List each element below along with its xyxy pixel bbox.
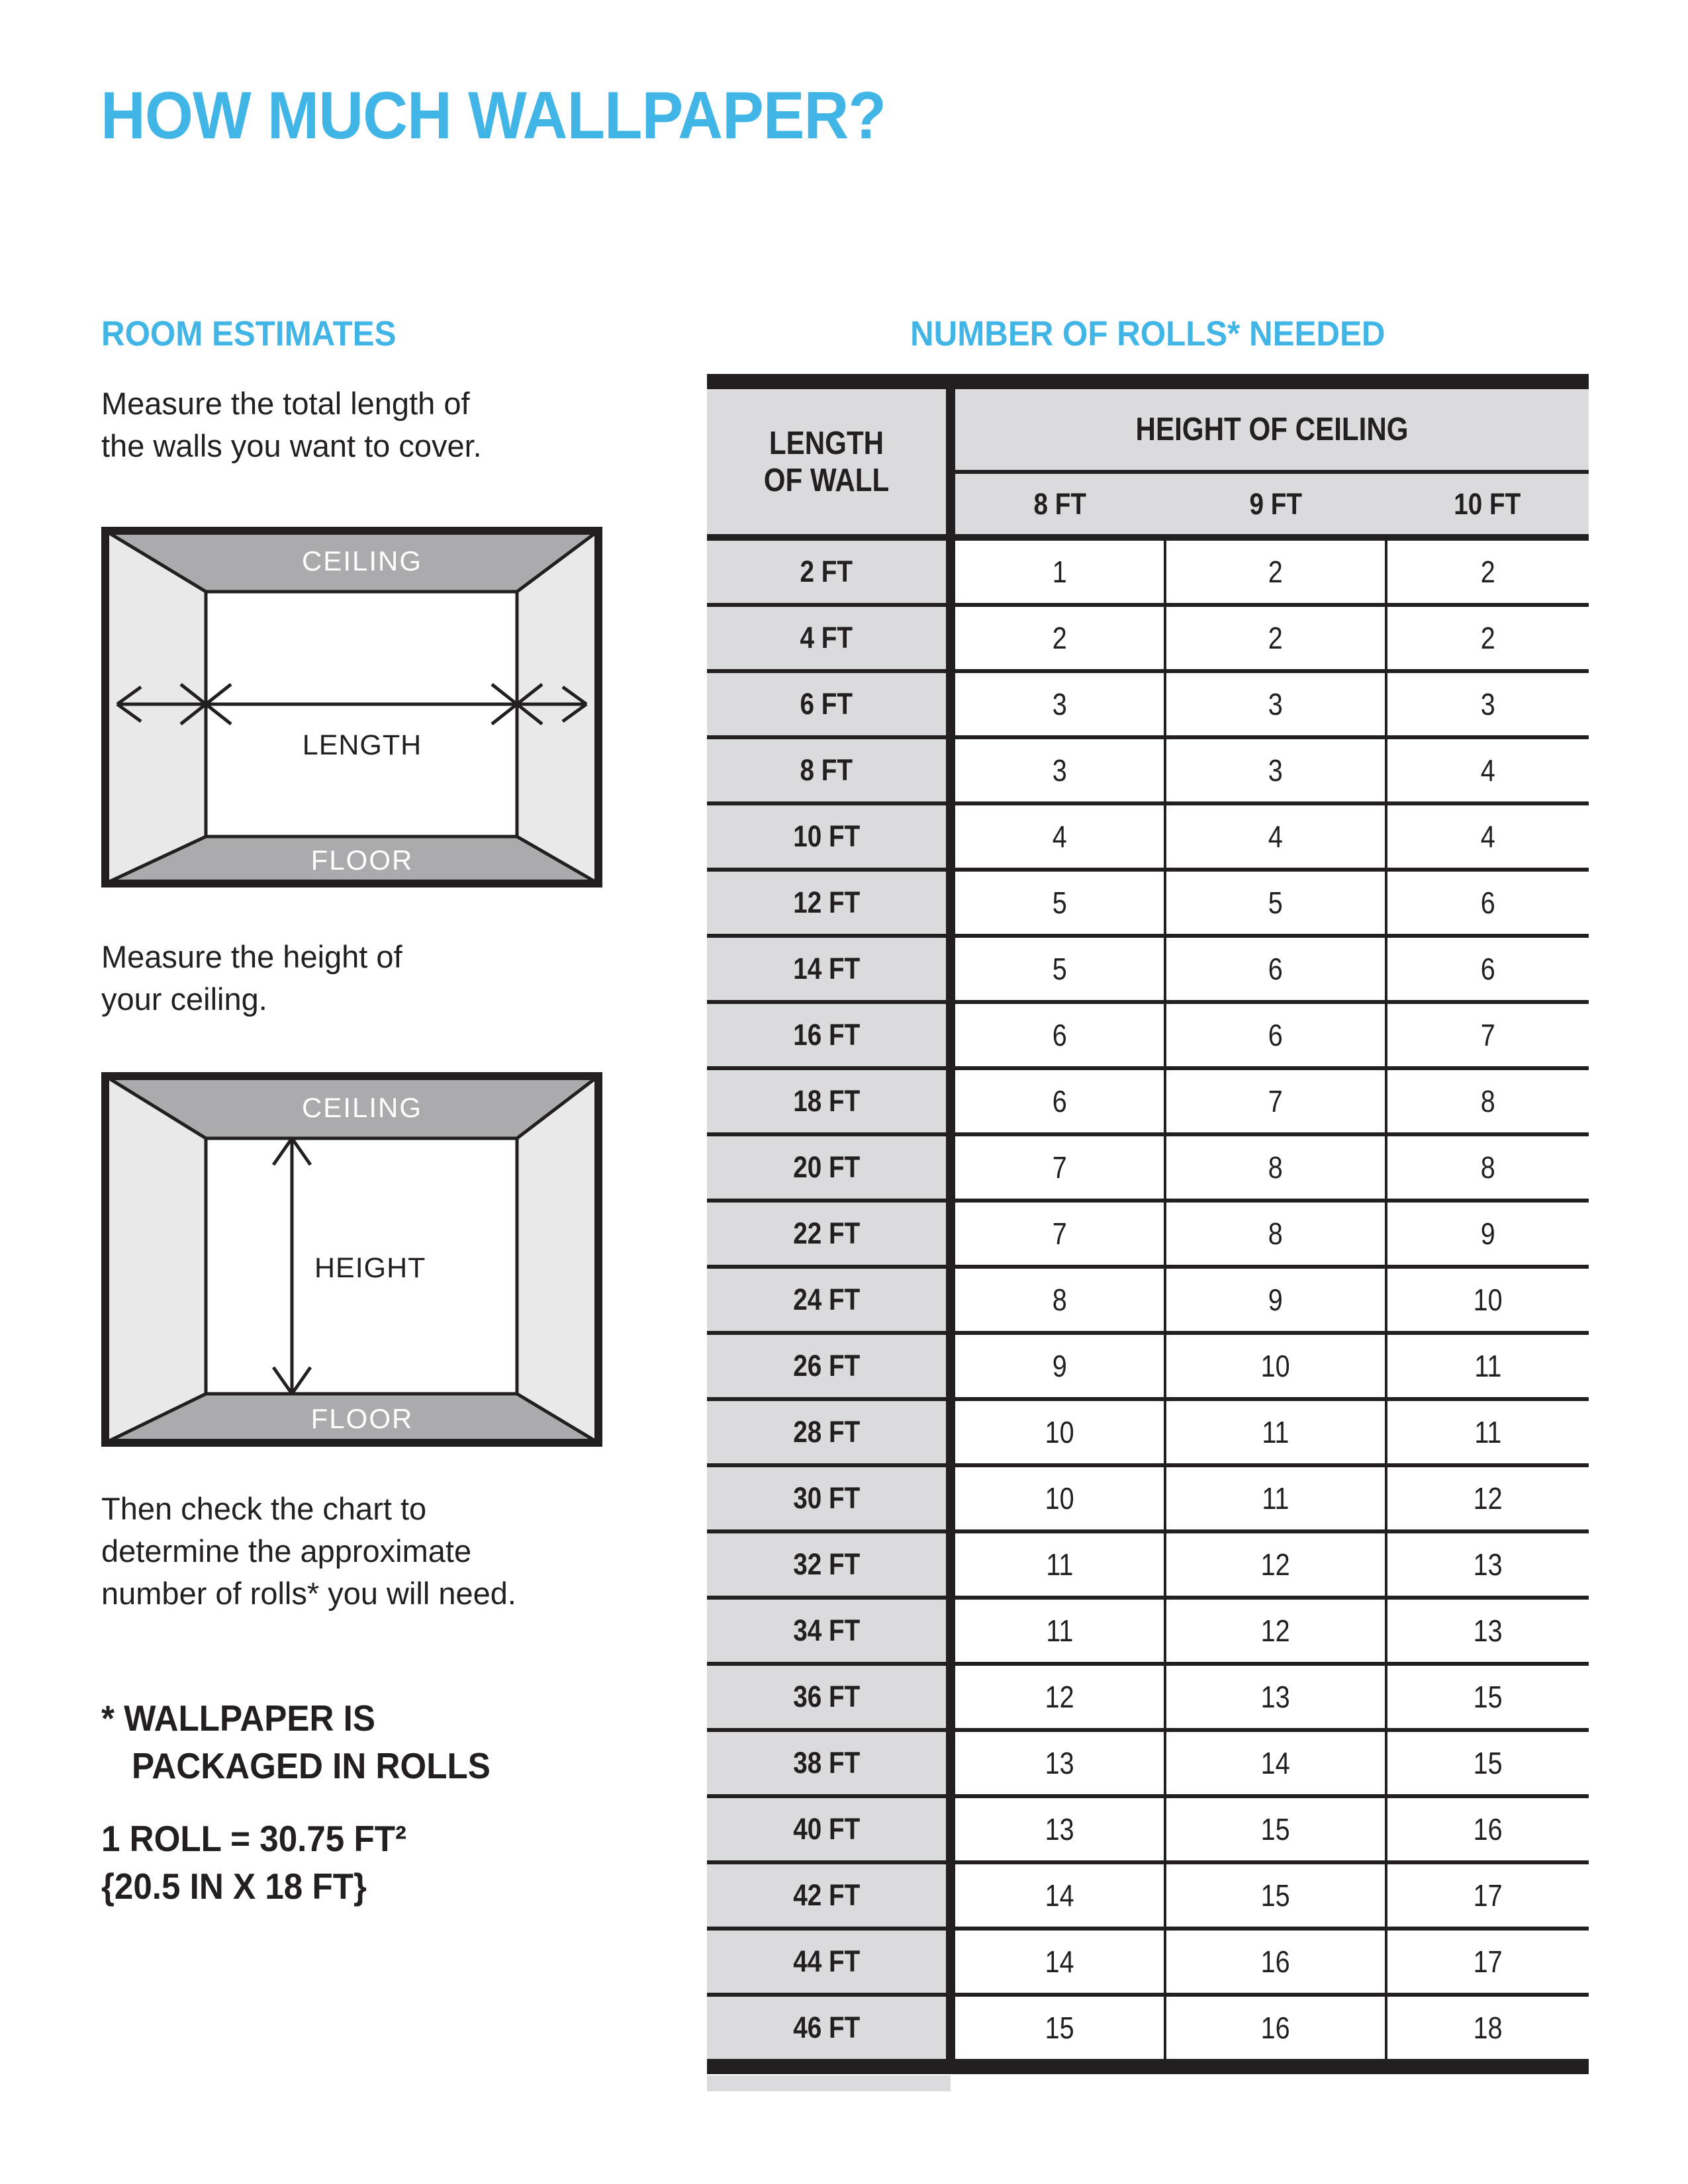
value-cell: 15	[1386, 1730, 1589, 1796]
value-cell: 12	[1165, 1598, 1386, 1664]
col-header-8ft: 8 FT	[951, 472, 1165, 537]
text-line: * WALLPAPER IS	[101, 1698, 375, 1739]
right-wall-surface	[517, 531, 598, 884]
value-cell: 5	[951, 936, 1165, 1002]
text-line: Measure the total length of	[101, 386, 470, 421]
table-row	[707, 1134, 1589, 1201]
row-label-cell: 44 FT	[707, 1929, 951, 1995]
table-row	[707, 1664, 1589, 1730]
paragraph-measure-height	[101, 936, 402, 1021]
value-cell: 18	[1386, 1995, 1589, 2067]
text-line: Then check the chart to	[101, 1491, 427, 1526]
value-cell: 6	[951, 1002, 1165, 1068]
table-row	[707, 671, 1589, 737]
row-label-cell: 34 FT	[707, 1598, 951, 1664]
text-line: Measure the height of	[101, 939, 402, 974]
page-title: HOW MUCH WALLPAPER?	[101, 79, 886, 153]
rolls-table-body	[707, 537, 1589, 2067]
value-cell: 2	[1386, 537, 1589, 605]
value-cell: 4	[1165, 803, 1386, 870]
row-label-cell: 32 FT	[707, 1531, 951, 1598]
row-label-cell: 28 FT	[707, 1399, 951, 1465]
value-cell: 11	[951, 1598, 1165, 1664]
text-line: the walls you want to cover.	[101, 428, 482, 463]
value-cell: 3	[1165, 671, 1386, 737]
value-cell: 17	[1386, 1929, 1589, 1995]
value-cell: 9	[1386, 1201, 1589, 1267]
row-label-cell: 40 FT	[707, 1796, 951, 1862]
value-cell: 6	[1165, 1002, 1386, 1068]
value-cell: 8	[1165, 1201, 1386, 1267]
value-cell: 5	[1165, 870, 1386, 936]
value-cell: 7	[1165, 1068, 1386, 1134]
value-cell: 7	[1386, 1002, 1589, 1068]
value-cell: 13	[1386, 1531, 1589, 1598]
value-cell: 13	[1386, 1598, 1589, 1664]
text-line: 1 ROLL = 30.75 FT²	[101, 1818, 406, 1859]
value-cell: 3	[1165, 737, 1386, 803]
row-label-cell: 8 FT	[707, 737, 951, 803]
value-cell: 7	[951, 1134, 1165, 1201]
value-cell: 3	[1386, 671, 1589, 737]
value-cell: 5	[951, 870, 1165, 936]
row-label-cell: 30 FT	[707, 1465, 951, 1531]
text-line: number of rolls* you will need.	[101, 1576, 516, 1611]
right-wall-surface	[517, 1076, 598, 1443]
value-cell: 10	[1165, 1333, 1386, 1399]
table-row	[707, 737, 1589, 803]
text-line: {20.5 IN X 18 FT}	[101, 1866, 367, 1907]
back-wall-surface	[206, 592, 517, 837]
value-cell: 16	[1165, 1929, 1386, 1995]
table-row	[707, 605, 1589, 671]
table-col-header-length-of-wall: LENGTH OF WALL	[707, 382, 951, 538]
row-label-cell: 42 FT	[707, 1862, 951, 1929]
value-cell: 10	[951, 1465, 1165, 1531]
value-cell: 12	[1165, 1531, 1386, 1598]
table-row	[707, 1796, 1589, 1862]
table-row	[707, 1598, 1589, 1664]
value-cell: 11	[1386, 1399, 1589, 1465]
table-footer-gray-tab	[707, 2075, 951, 2091]
row-label-cell: 16 FT	[707, 1002, 951, 1068]
table-heading-number-of-rolls: NUMBER OF ROLLS* NEEDED	[910, 314, 1385, 353]
length-label: LENGTH	[302, 729, 422, 761]
value-cell: 9	[951, 1333, 1165, 1399]
value-cell: 3	[951, 737, 1165, 803]
value-cell: 4	[951, 803, 1165, 870]
value-cell: 12	[1386, 1465, 1589, 1531]
value-cell: 1	[951, 537, 1165, 605]
table-row	[707, 1267, 1589, 1333]
table-row	[707, 537, 1589, 605]
row-label-cell: 2 FT	[707, 537, 951, 605]
table-row	[707, 1333, 1589, 1399]
ceiling-label: CEILING	[301, 545, 423, 576]
col-header-10ft: 10 FT	[1386, 472, 1589, 537]
table-row	[707, 1399, 1589, 1465]
value-cell: 11	[1165, 1399, 1386, 1465]
note-roll-size	[101, 1815, 430, 1910]
value-cell: 10	[951, 1399, 1165, 1465]
paragraph-measure-length	[101, 383, 482, 467]
room-height-diagram	[101, 1072, 602, 1447]
floor-label: FLOOR	[310, 844, 414, 876]
table-row	[707, 1068, 1589, 1134]
value-cell: 4	[1386, 737, 1589, 803]
row-label-cell: 36 FT	[707, 1664, 951, 1730]
rolls-table-container	[707, 374, 1589, 2074]
value-cell: 14	[1165, 1730, 1386, 1796]
value-cell: 15	[1165, 1796, 1386, 1862]
value-cell: 11	[951, 1531, 1165, 1598]
value-cell: 17	[1386, 1862, 1589, 1929]
row-label-cell: 6 FT	[707, 671, 951, 737]
table-row	[707, 803, 1589, 870]
table-row	[707, 1995, 1589, 2067]
value-cell: 15	[1165, 1862, 1386, 1929]
row-label-cell: 20 FT	[707, 1134, 951, 1201]
text-line: determine the approximate	[101, 1533, 472, 1569]
value-cell: 14	[951, 1929, 1165, 1995]
row-label-cell: 14 FT	[707, 936, 951, 1002]
section-heading-room-estimates: ROOM ESTIMATES	[101, 314, 397, 353]
table-row	[707, 870, 1589, 936]
value-cell: 3	[951, 671, 1165, 737]
value-cell: 9	[1165, 1267, 1386, 1333]
value-cell: 15	[1386, 1664, 1589, 1730]
value-cell: 8	[1165, 1134, 1386, 1201]
row-label-cell: 12 FT	[707, 870, 951, 936]
value-cell: 12	[951, 1664, 1165, 1730]
table-row	[707, 1730, 1589, 1796]
note-wallpaper-packaged	[101, 1694, 518, 1790]
text-line: PACKAGED IN ROLLS	[132, 1745, 491, 1786]
row-label-cell: 24 FT	[707, 1267, 951, 1333]
row-label-cell: 38 FT	[707, 1730, 951, 1796]
value-cell: 2	[1386, 605, 1589, 671]
value-cell: 10	[1386, 1267, 1589, 1333]
table-row	[707, 1929, 1589, 1995]
value-cell: 2	[1165, 537, 1386, 605]
value-cell: 8	[1386, 1068, 1589, 1134]
value-cell: 8	[951, 1267, 1165, 1333]
row-label-cell: 4 FT	[707, 605, 951, 671]
table-row	[707, 936, 1589, 1002]
value-cell: 14	[951, 1862, 1165, 1929]
left-wall-surface	[105, 1076, 206, 1443]
row-label-cell: 26 FT	[707, 1333, 951, 1399]
table-row	[707, 1002, 1589, 1068]
floor-label: FLOOR	[310, 1403, 414, 1434]
value-cell: 6	[951, 1068, 1165, 1134]
col-header-9ft: 9 FT	[1165, 472, 1386, 537]
row-label-cell: 10 FT	[707, 803, 951, 870]
value-cell: 11	[1386, 1333, 1589, 1399]
value-cell: 6	[1165, 936, 1386, 1002]
text-line: your ceiling.	[101, 981, 267, 1017]
value-cell: 16	[1165, 1995, 1386, 2067]
value-cell: 13	[951, 1730, 1165, 1796]
row-label-cell: 46 FT	[707, 1995, 951, 2067]
table-row	[707, 1862, 1589, 1929]
value-cell: 13	[1165, 1664, 1386, 1730]
table-row	[707, 1531, 1589, 1598]
table-row	[707, 1465, 1589, 1531]
row-label-cell: 22 FT	[707, 1201, 951, 1267]
value-cell: 2	[1165, 605, 1386, 671]
table-group-header-height-of-ceiling: HEIGHT OF CEILING	[951, 382, 1589, 473]
rolls-table	[707, 374, 1589, 2074]
value-cell: 6	[1386, 870, 1589, 936]
value-cell: 8	[1386, 1134, 1589, 1201]
room-length-diagram	[101, 527, 602, 887]
value-cell: 15	[951, 1995, 1165, 2067]
value-cell: 7	[951, 1201, 1165, 1267]
value-cell: 11	[1165, 1465, 1386, 1531]
table-row	[707, 1201, 1589, 1267]
value-cell: 2	[951, 605, 1165, 671]
paragraph-check-chart	[101, 1488, 516, 1615]
ceiling-label: CEILING	[301, 1092, 423, 1123]
value-cell: 13	[951, 1796, 1165, 1862]
height-label: HEIGHT	[314, 1252, 426, 1284]
value-cell: 4	[1386, 803, 1589, 870]
value-cell: 6	[1386, 936, 1589, 1002]
row-label-cell: 18 FT	[707, 1068, 951, 1134]
value-cell: 16	[1386, 1796, 1589, 1862]
